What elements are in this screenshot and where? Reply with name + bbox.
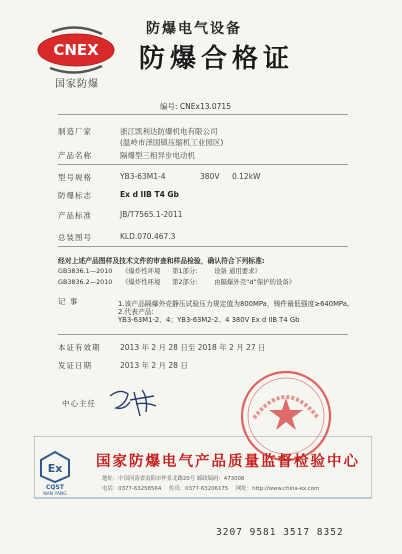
logo-caption: 国家防爆 (55, 79, 99, 90)
cqst-ex-icon (38, 450, 72, 484)
standard-row (58, 277, 295, 286)
cqst-mark: Ex (47, 462, 63, 475)
cqst-label: CQST (46, 484, 64, 491)
certificate-subtitle: 防爆电气设备 (146, 21, 242, 37)
cert-no-value: CNEx13.0715 (179, 102, 231, 111)
validity-value: 2013 年 2 月 28 日至 2018 年 2 月 27 日 (120, 343, 266, 352)
director-signature (106, 386, 162, 420)
remarks-label: 记 事 (58, 297, 79, 306)
field-label: 产品标准 (58, 211, 92, 220)
remark-line: 1.该产品隔爆外壳静压试验压力规定值为800MPa，铸件最低强度≥640MPa。 (118, 300, 354, 308)
cqst-sub: NAN YANG (43, 492, 67, 497)
organization-fax: 传真：0377-63206175 (169, 486, 229, 492)
standard-code: GB3836.2—2010 (58, 278, 113, 286)
serial-number: 3207 9581 3517 8352 (216, 527, 344, 538)
cnex-logo-icon (36, 24, 116, 76)
field-value: 浙江凯利达防爆机电有限公司 (120, 127, 218, 136)
field-label: 产品名称 (58, 151, 92, 160)
cnex-logo (36, 24, 116, 90)
certificate-title: 防爆合格证 (139, 44, 295, 74)
standard-desc: 设备 通用要求》 (214, 267, 261, 275)
divider (58, 334, 348, 335)
organization-address: 地址：中国河南省南阳市仲景北路20号 邮政编码：473008 (102, 476, 245, 482)
remark-line: 2.代表产品: (118, 308, 154, 316)
standard-name: 《爆炸性环境 (122, 278, 161, 286)
organization-contact (102, 484, 319, 492)
field-label: 型号规格 (58, 173, 92, 182)
issue-label: 发证日期 (58, 361, 92, 370)
cert-no-label: 编号: (160, 102, 178, 111)
standard-row (58, 266, 261, 275)
field-value: Ex d IIB T4 Gb (120, 190, 179, 199)
cnex-mark: CNEX (53, 41, 99, 59)
field-value: KLD.070.467.3 (120, 232, 176, 241)
field-value: 隔爆型三相异步电动机 (120, 151, 195, 160)
standard-desc: 由隔爆外壳“d”保护的设备》 (214, 278, 296, 286)
issue-value: 2013 年 2 月 28 日 (120, 361, 188, 370)
certificate-number (160, 101, 231, 112)
field-value-power: 0.12kW (232, 172, 261, 181)
organization-web[interactable]: 网址：http://www.china-ex.com (236, 486, 320, 492)
field-value: (温岭市泽国镇压缩机工业园区) (120, 138, 224, 147)
standard-part: 第2部分: (172, 278, 198, 286)
remark-line: YB3-63M1-2、4；YB3-63M2-2、4 380V Ex d IIB T4 Gb (118, 316, 300, 324)
divider (58, 114, 348, 115)
organization-tel: 电话：0377-63258564 (102, 486, 162, 492)
standard-code: GB3836.1—2010 (58, 267, 113, 275)
field-value: YB3-63M1-4 (120, 172, 166, 181)
director-label: 中心主任 (62, 399, 96, 408)
field-label: 总装图号 (58, 233, 92, 242)
standard-part: 第1部分: (172, 267, 198, 275)
divider (58, 246, 348, 247)
divider (58, 164, 348, 165)
field-value: JB/T7565.1-2011 (120, 210, 183, 219)
conformity-statement: 经对上述产品图样及技术文件的审查和样品检验，确认符合下列标准: (58, 257, 265, 265)
organization-name: 国家防爆电气产品质量监督检验中心 (96, 453, 360, 470)
field-label: 制造厂家 (58, 127, 92, 136)
field-label: 防爆标志 (58, 191, 92, 200)
validity-label: 本证有效期 (58, 343, 101, 352)
standard-name: 《爆炸性环境 (122, 267, 161, 275)
field-value-voltage: 380V (200, 172, 220, 181)
